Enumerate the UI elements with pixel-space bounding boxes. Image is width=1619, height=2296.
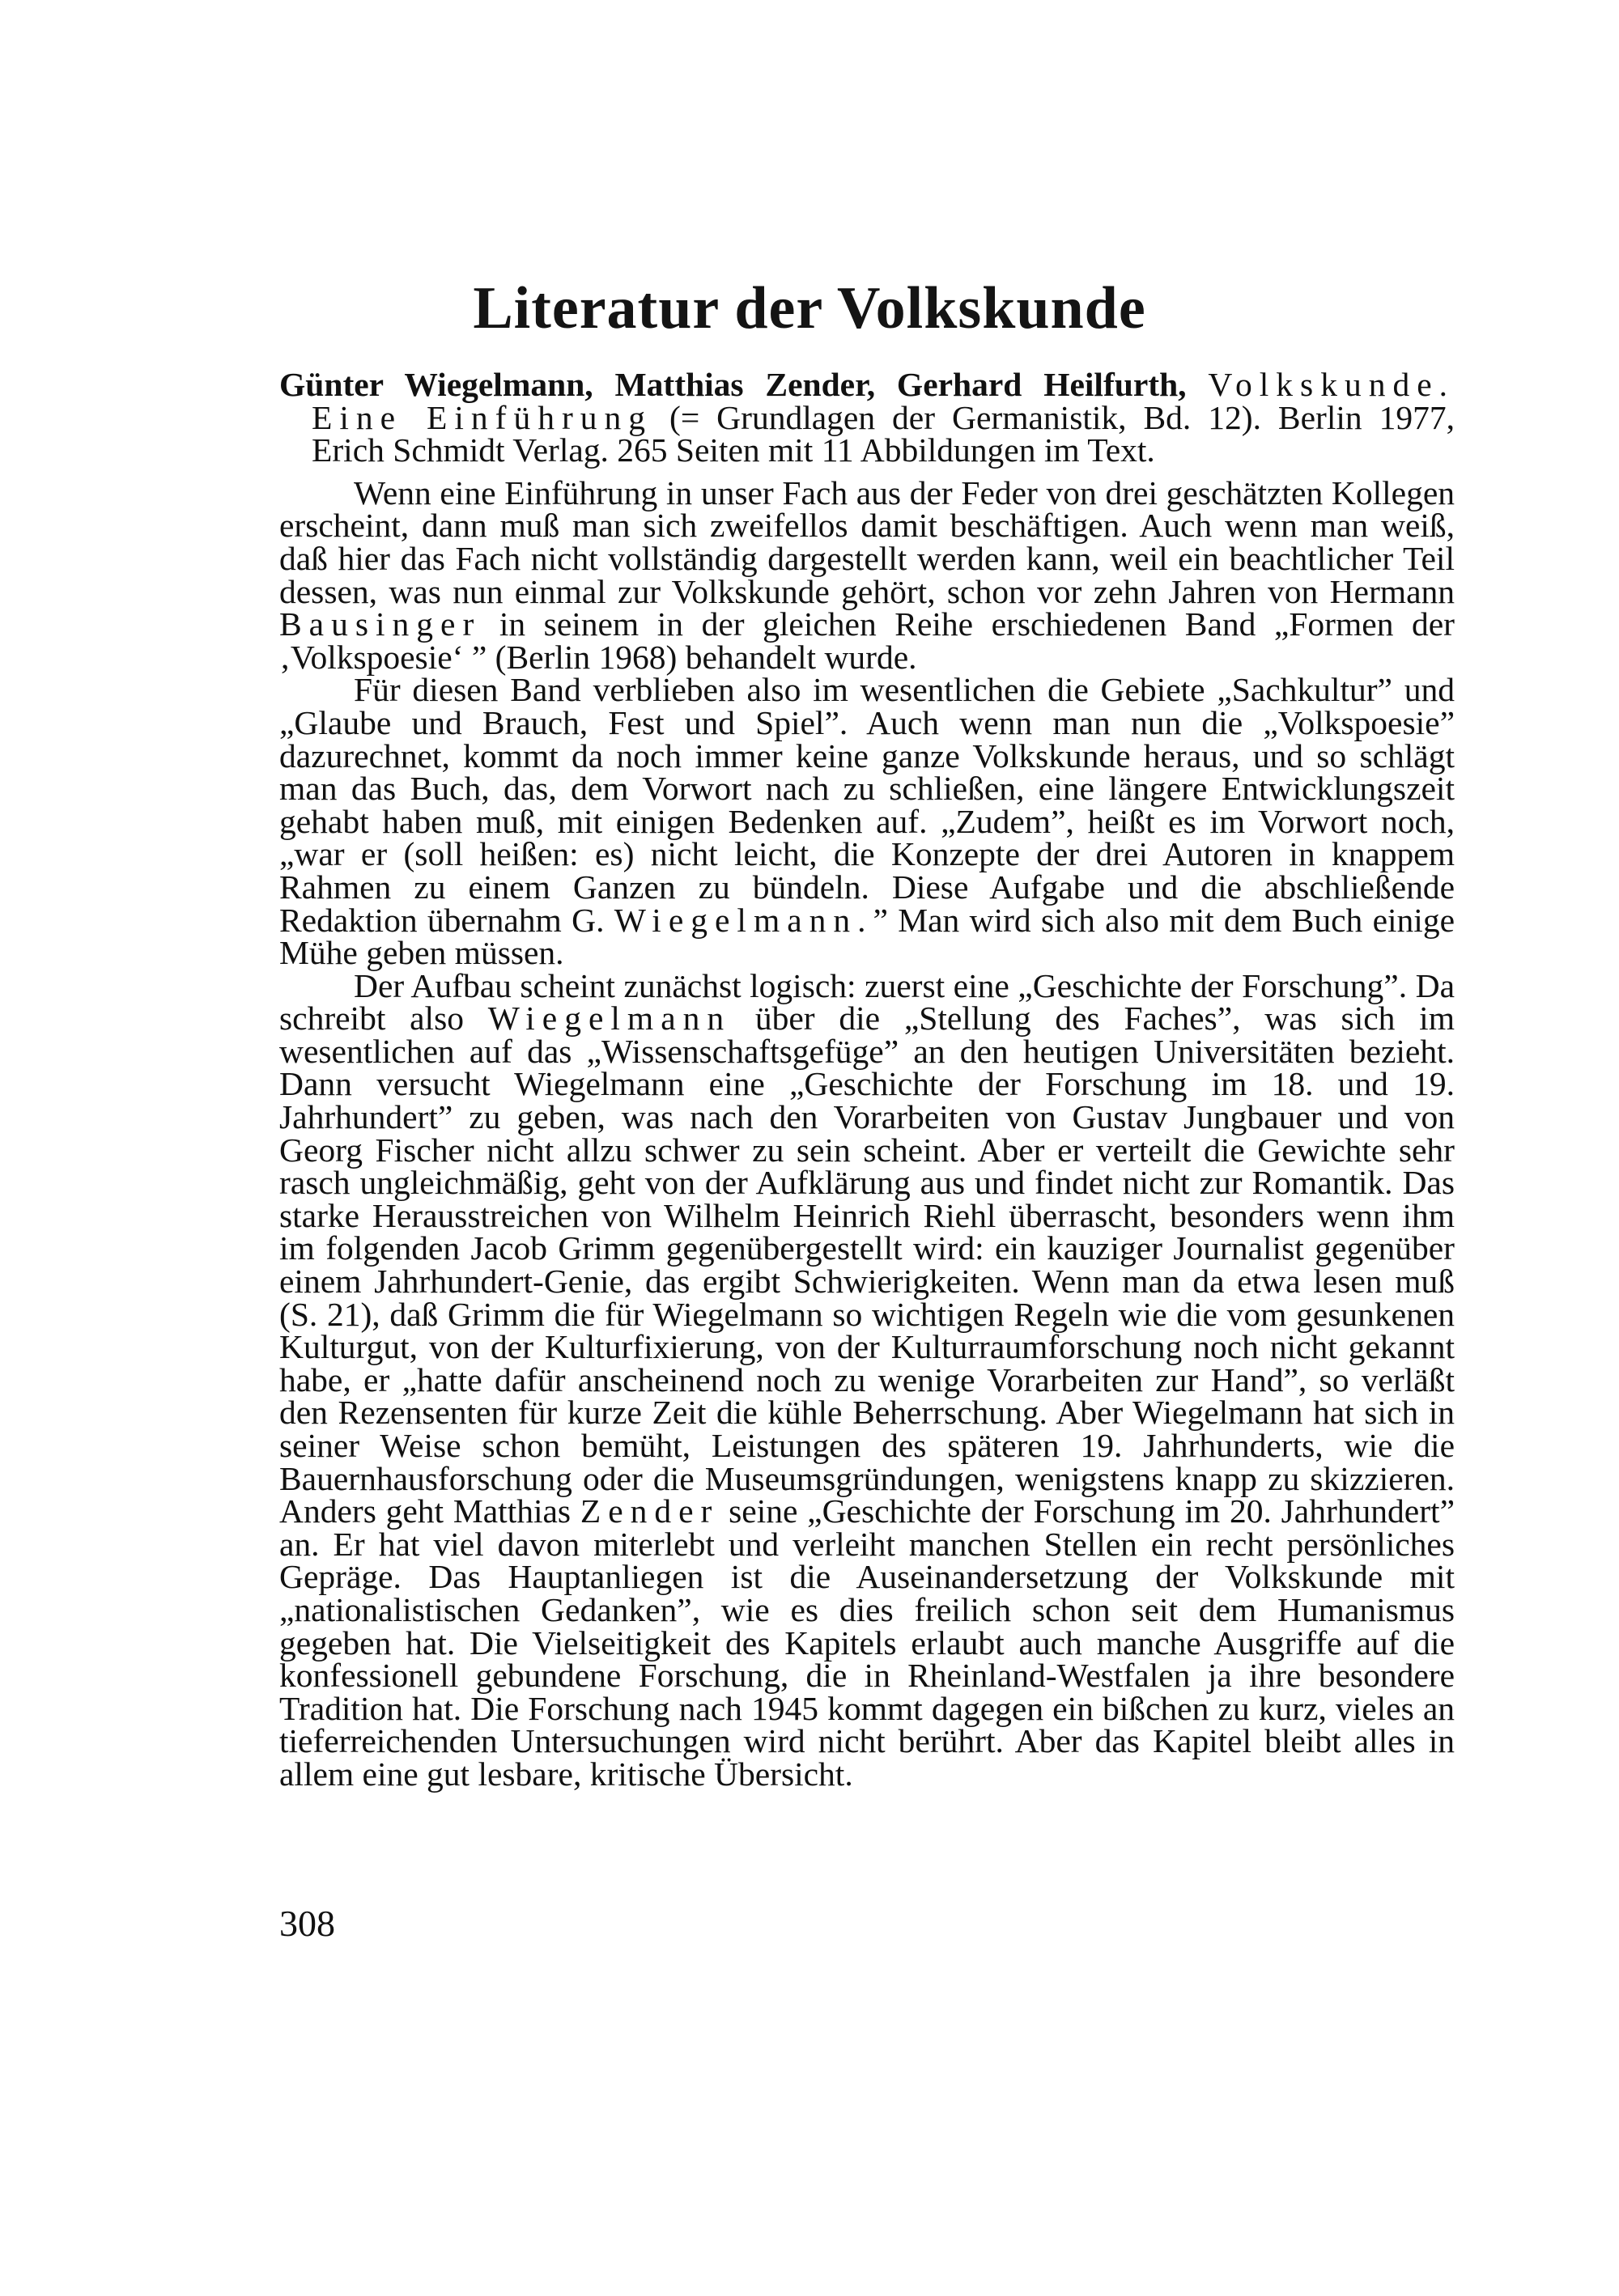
paragraph-1-text-a: Wenn eine Einführung in unser Fach aus der Feder von drei geschätzten Kollegen erscheint, dann muß man sich zweifellos damit beschäftigen. Auch wenn man weiß, daß hier das Fach nicht vollständig dargestellt werden kann, weil ein beachtlicher Teil dessen, was nun einmal zur Volkskunde gehört, schon vor zehn Jahren von Hermann	[279, 473, 1455, 610]
name-wiegelmann-editor: Wiegelmann.	[614, 901, 873, 939]
name-wiegelmann: Wiegelmann	[487, 999, 732, 1038]
paragraph-3-text-b: über die „Stellung des Faches”, was sich im wesentlichen auf das „Wissenschaftsgefüge” an den heutigen Universitäten bezieht. Dann versucht Wiegelmann eine „Geschichte der Forschung im 18. und 19. Jahrhundert” zu geben, was nach den Vorarbeiten von Gustav Jungbauer und von Georg Fischer nicht allzu schwer zu sein scheint. Aber er verteilt die Gewichte sehr rasch ungleichmäßig, geht von der Aufklärung aus und findet nicht zur Romantik. Das starke Herausstreichen von Wilhelm Heinrich Riehl überrascht, besonders wenn ihm im folgenden Jacob Grimm gegenübergestellt wird: ein kauziger Journalist gegenüber einem Jahrhundert-Genie, das ergibt Schwierigkeiten. Wenn man da etwa lesen muß (S. 21), daß Grimm die für Wiegelmann so wichtigen Regeln wie die vom gesunkenen Kulturgut, von der Kulturfixierung, von der Kulturraumforschung noch nicht gekannt habe, er „hatte dafür anscheinend noch zu wenige Vorarbeiten zur Hand”, so verläßt den Rezensenten für kurze Zeit die kühle Beherrschung. Aber Wiegelmann hat sich in seiner Weise schon bemüht, Leistungen des späteren 19. Jahrhunderts, wie die Bauernhausforschung oder die Museumsgründungen, wenigstens knapp zu skizzieren. Anders geht Matthias	[279, 999, 1455, 1530]
page-number: 308	[279, 1903, 335, 1944]
paragraph-2	[279, 671, 1455, 972]
review-body	[279, 368, 1455, 1791]
book-citation	[279, 368, 1455, 467]
paragraph-2-text-b: ” Man wird sich also mit dem Buch einige Mühe geben müssen.	[279, 901, 1455, 972]
citation-authors: Günter Wiegelmann, Matthias Zender, Gerhard Heilfurth,	[279, 366, 1187, 403]
paragraph-3-text-c: seine „Geschichte der Forschung im 20. Jahrhundert” an. Er hat viel davon miterlebt und verleiht manchen Stellen ein recht persönliches Gepräge. Das Hauptanliegen ist die Auseinandersetzung der Volkskunde mit „nationalistischen Gedanken”, wie es dies freilich schon seit dem Humanismus gegeben hat. Die Vielseitigkeit des Kapitels erlaubt auch manche Ausgriffe auf die konfessionell gebundene Forschung, die in Rheinland-Westfalen ja ihre besondere Tradition hat. Die Forschung nach 1945 kommt dagegen ein bißchen zu kurz, vieles an tieferreichenden Untersuchungen wird nicht berührt. Aber das Kapitel bleibt alles in allem eine gut lesbare, kritische Übersicht.	[279, 1492, 1455, 1793]
paragraph-1-text-b: in seinem in der gleichen Reihe erschiedenen Band „Formen der ‚Volkspoesie‘ ” (Berlin 1968) behandelt wurde.	[279, 605, 1455, 676]
citation-subtitle: Eine Einführung	[312, 398, 653, 436]
paragraph-2-text-a: Für diesen Band verblieben also im wesentlichen die Gebiete „Sachkultur” und „Glaube und Brauch, Fest und Spiel”. Auch wenn man nun die „Volkspoesie” dazurechnet, kommt da noch immer keine ganze Volkskunde heraus, und so schlägt man das Buch, das, dem Vorwort nach zu schließen, eine längere Entwicklungszeit gehabt haben muß, mit einigen Bedenken auf. „Zudem”, heißt es im Vorwort noch, „war er (soll heißen: es) nicht leicht, die Konzepte der drei Autoren in knappem Rahmen zu einem Ganzen zu bündeln. Diese Aufgabe und die abschließende Redaktion übernahm G.	[279, 671, 1455, 939]
paragraph-1	[279, 473, 1455, 676]
paragraph-3-text-a: Der Aufbau scheint zunächst logisch: zuerst eine „Geschichte der Forschung”. Da schreibt also	[279, 966, 1455, 1038]
page-title: Literatur der Volkskunde	[473, 275, 1146, 342]
name-bausinger: Bausinger	[279, 605, 482, 643]
name-zender: Zender	[580, 1492, 720, 1530]
paragraph-3	[279, 966, 1455, 1793]
citation-publication-details: (= Grundlagen der Germanistik, Bd. 12). Berlin 1977, Erich Schmidt Verlag. 265 Seiten mit 11 Abbildungen im Text.	[312, 398, 1455, 469]
citation-book-title: Volkskunde.	[1208, 366, 1455, 403]
